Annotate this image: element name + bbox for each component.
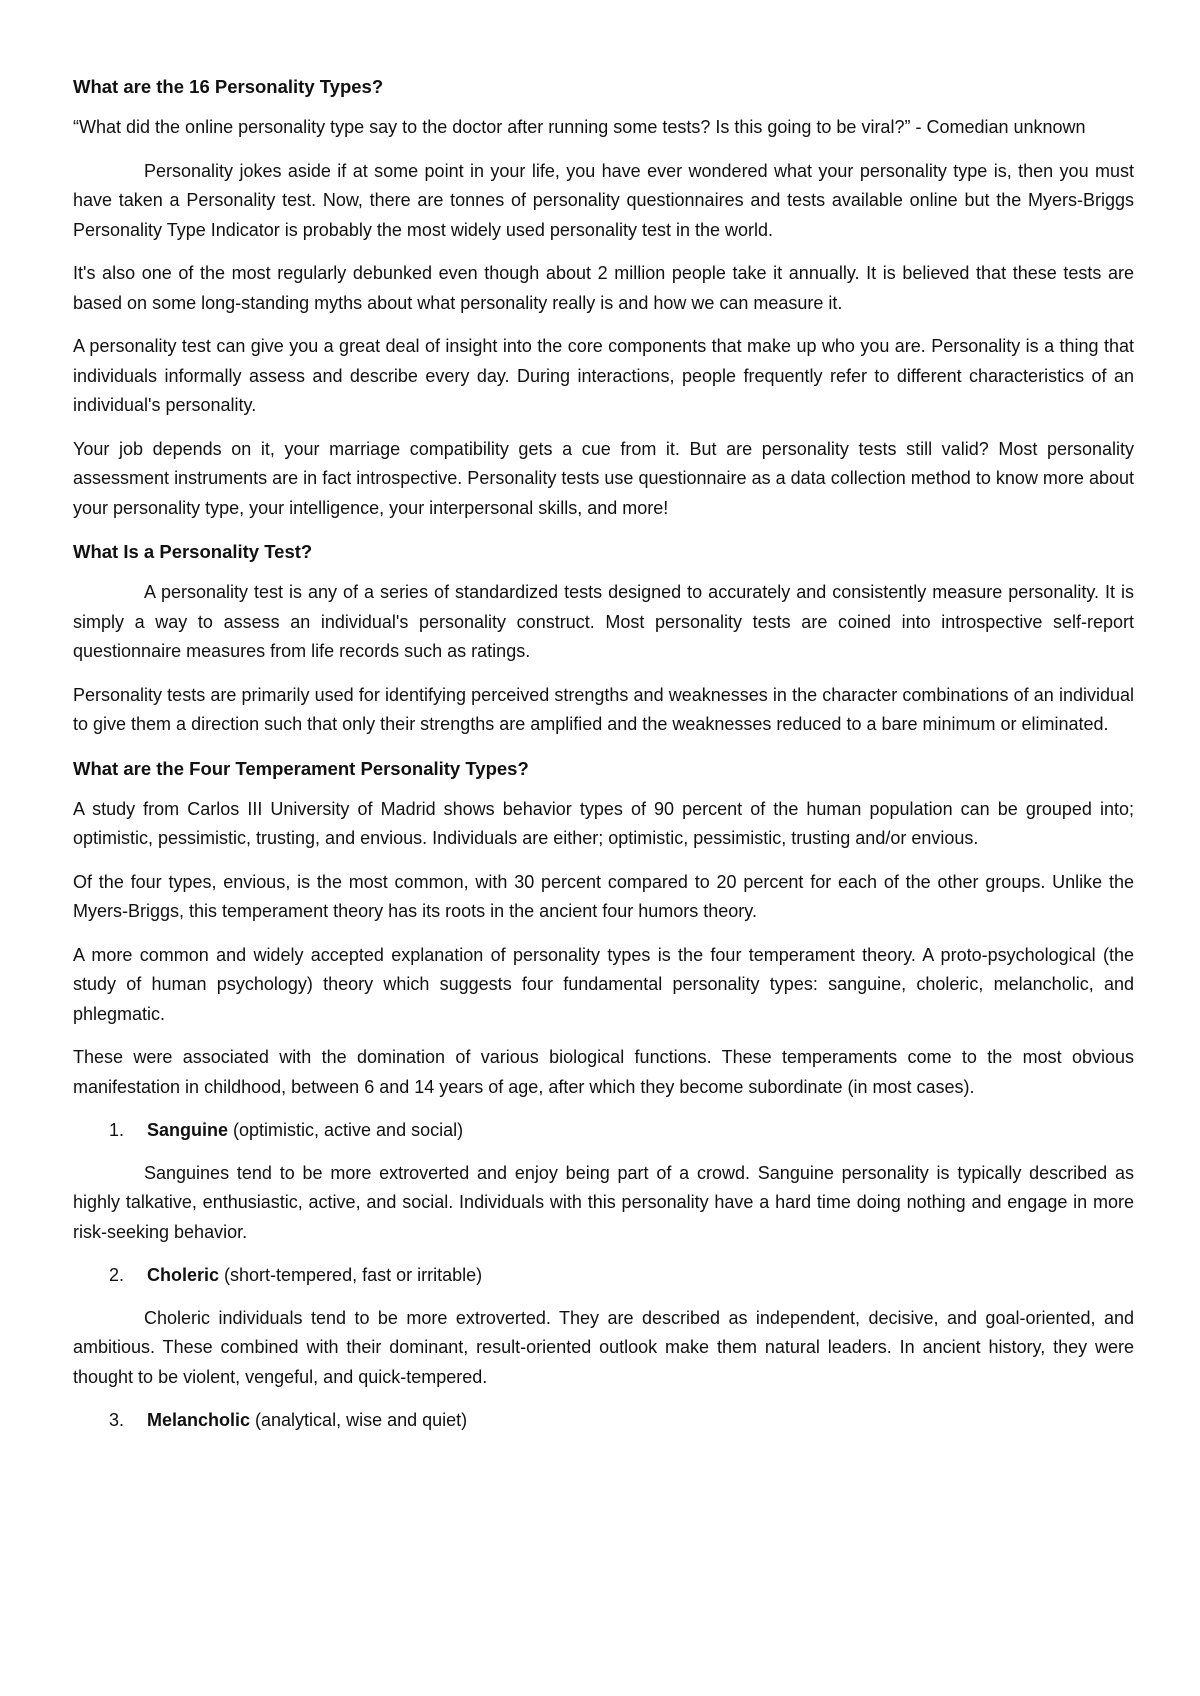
heading-four-temperament: What are the Four Temperament Personality Types? xyxy=(73,757,529,779)
type-name: Choleric xyxy=(147,1265,220,1285)
paragraph: Personality jokes aside if at some point in your life, you have ever wondered what your personality type is, then you must have taken a Personality test. Now, there are tonnes of personality questionnaires and tests available online but the Myers-Briggs Personality Type Indicator is probably the most widely used personality test in the world. xyxy=(73,160,1134,240)
type-name: Sanguine xyxy=(147,1120,229,1140)
paragraph: A more common and widely accepted explanation of personality types is the four temperament theory. A proto-psychological (the study of human psychology) theory which suggests four fundamental personality types: sanguine, choleric, melancholic, and phlegmatic. xyxy=(73,944,1134,1024)
type-traits: (short-tempered, fast or irritable) xyxy=(219,1265,483,1285)
list-number: 2. xyxy=(109,1265,125,1285)
list-item-choleric xyxy=(73,1261,1134,1291)
type-traits: (analytical, wise and quiet) xyxy=(250,1410,468,1430)
list-item-melancholic xyxy=(73,1406,1134,1436)
list-item-sanguine xyxy=(73,1116,1134,1146)
paragraph: Of the four types, envious, is the most common, with 30 percent compared to 20 percent for each of the other groups. Unlike the Myers-Briggs, this temperament theory has its roots in the ancient four humors theory. xyxy=(73,871,1134,921)
paragraph: Your job depends on it, your marriage compatibility gets a cue from it. But are personality tests still valid? Most personality assessment instruments are in fact introspective. Personality tests use questionnaire as a data collection method to know more about your personality type, your intelligence, your interpersonal skills, and more! xyxy=(73,438,1134,518)
type-name: Melancholic xyxy=(147,1410,251,1430)
type-traits: (optimistic, active and social) xyxy=(228,1120,464,1140)
paragraph: Choleric individuals tend to be more extroverted. They are described as independent, decisive, and goal-oriented, and ambitious. These combined with their dominant, result-oriented outlook make them natural leaders. In ancient history, they were thought to be violent, vengeful, and quick-tempered. xyxy=(73,1307,1134,1387)
heading-personality-test: What Is a Personality Test? xyxy=(73,541,313,562)
paragraph: A personality test is any of a series of standardized tests designed to accurately and consistently measure personality. It is simply a way to assess an individual's personality construct. Most personality tests are coined into introspective self-report questionnaire measures from life records such as ratings. xyxy=(73,582,1134,661)
paragraph: It's also one of the most regularly debunked even though about 2 million people take it annually. It is believed that these tests are based on some long-standing myths about what personality really is and how we can measure it. xyxy=(73,263,1134,313)
paragraph: A personality test can give you a great deal of insight into the core components that make up who you are. Personality is a thing that individuals informally assess and describe every day. During interactions, people frequently refer to different characteristics of an individual's personality. xyxy=(73,336,1134,415)
paragraph: Sanguines tend to be more extroverted and enjoy being part of a crowd. Sanguine personality is typically described as highly talkative, enthusiastic, active, and social. Individuals with this personality have a hard time doing nothing and engage in more risk-seeking behavior. xyxy=(73,1162,1134,1242)
paragraph: A study from Carlos III University of Madrid shows behavior types of 90 percent of the human population can be grouped into; optimistic, pessimistic, trusting, and envious. Individuals are either; optimistic, pessimistic, trusting and/or envious. xyxy=(73,798,1134,848)
list-number: 3. xyxy=(109,1410,125,1430)
paragraph: Personality tests are primarily used for identifying perceived strengths and weaknesses in the character combinations of an individual to give them a direction such that only their strengths are amplified and the weaknesses reduced to a bare minimum or eliminated. xyxy=(73,684,1134,734)
heading-16-personality-types: What are the 16 Personality Types? xyxy=(73,76,384,97)
document-page xyxy=(73,72,1134,1449)
paragraph: These were associated with the domination of various biological functions. These temperaments come to the most obvious manifestation in childhood, between 6 and 14 years of age, after which they become subordinate (in most cases). xyxy=(73,1047,1134,1097)
list-number: 1. xyxy=(109,1120,125,1140)
opening-quote: “What did the online personality type say to the doctor after running some tests? Is this going to be viral?” - Comedian unknown xyxy=(73,117,1086,137)
